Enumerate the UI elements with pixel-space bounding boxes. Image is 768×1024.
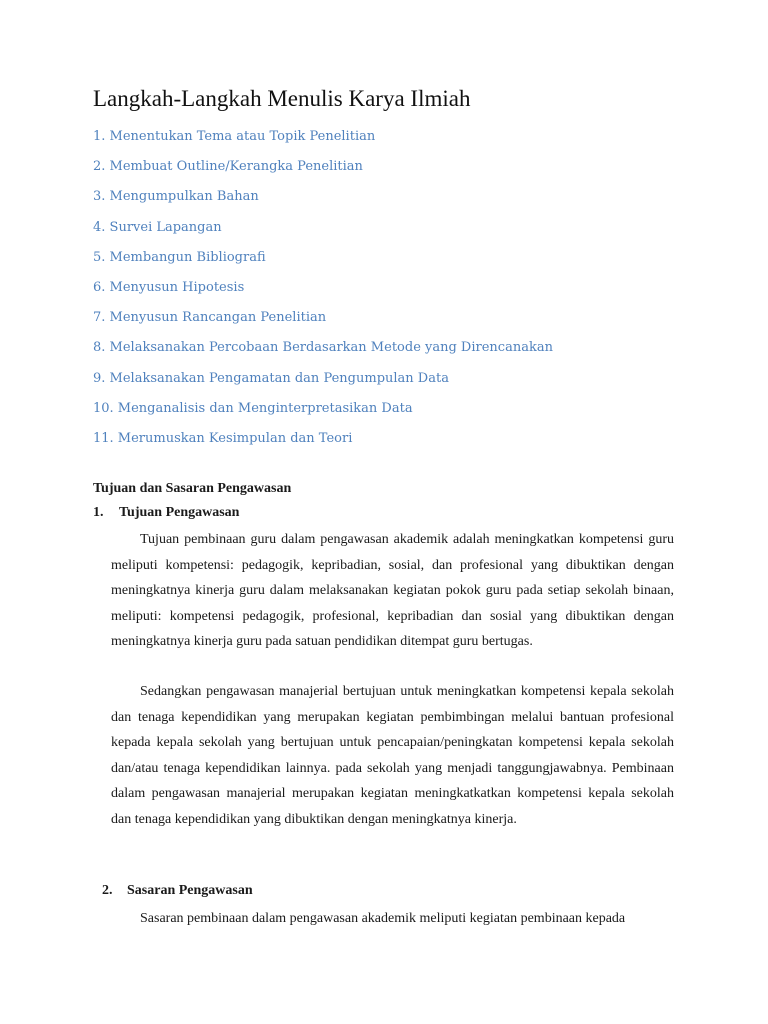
step-item: 5. Membangun Bibliografi — [93, 249, 266, 265]
step-item: 6. Menyusun Hipotesis — [93, 279, 245, 295]
subsection-number: 2. — [102, 883, 113, 898]
step-item: 9. Melaksanakan Pengamatan dan Pengumpulan Data — [93, 370, 449, 386]
step-item: 11. Merumuskan Kesimpulan dan Teori — [93, 430, 353, 446]
steps-list — [93, 128, 553, 460]
document-title: Langkah-Langkah Menulis Karya Ilmiah — [93, 86, 471, 111]
subsection-number: 1. — [93, 505, 104, 520]
step-item: 2. Membuat Outline/Kerangka Penelitian — [93, 159, 363, 175]
section-heading: Tujuan dan Sasaran Pengawasan — [93, 481, 292, 496]
paragraph: Tujuan pembinaan guru dalam pengawasan akademik adalah meningkatkan kompetensi guru meliputi kompetensi: pedagogik, kepribadian, sosial, dan profesional yang dibuktikan dengan meningkatnya kinerja guru dalam melaksanakan kegiatan pokok guru pada setiap sekolah binaan, meliputi: kompetensi pedagogik, profesional, kepribadian dan sosial yang dibuktikan dengan meningkatnya kinerja guru pada satuan pendidikan ditempat guru bertugas. — [111, 532, 674, 649]
paragraph: Sedangkan pengawasan manajerial bertujuan untuk meningkatkan kompetensi kepala sekolah dan tenaga kependidikan yang merupakan kegiatan pembimbingan melalui bantuan profesional kepada kepala sekolah yang bertujuan untuk pencapaian/peningkatan kompetensi kepala sekolah dan/atau tenaga kependidikan lainnya. pada sekolah yang menjadi tanggungjawabnya. Pembinaan dalam pengawasan manajerial merupakan kegiatan meningkatkatkan kompetensi kepala sekolah dan tenaga kependidikan yang dibuktikan dengan meningkatnya kinerja. — [111, 684, 674, 827]
step-item: 7. Menyusun Rancangan Penelitian — [93, 310, 327, 326]
subsection-heading-sasaran — [102, 883, 253, 899]
subsection-title: Sasaran Pengawasan — [127, 883, 253, 898]
step-item: 8. Melaksanakan Percobaan Berdasarkan Metode yang Direncanakan — [93, 340, 553, 356]
subsection-title: Tujuan Pengawasan — [119, 505, 240, 520]
step-item: 10. Menganalisis dan Menginterpretasikan Data — [93, 400, 413, 416]
paragraph: Sasaran pembinaan dalam pengawasan akademik meliputi kegiatan pembinaan kepada — [140, 911, 626, 926]
step-item: 3. Mengumpulkan Bahan — [93, 189, 259, 205]
subsection-heading-tujuan — [93, 505, 239, 521]
step-item: 1. Menentukan Tema atau Topik Penelitian — [93, 129, 376, 144]
step-item: 4. Survei Lapangan — [93, 219, 222, 235]
